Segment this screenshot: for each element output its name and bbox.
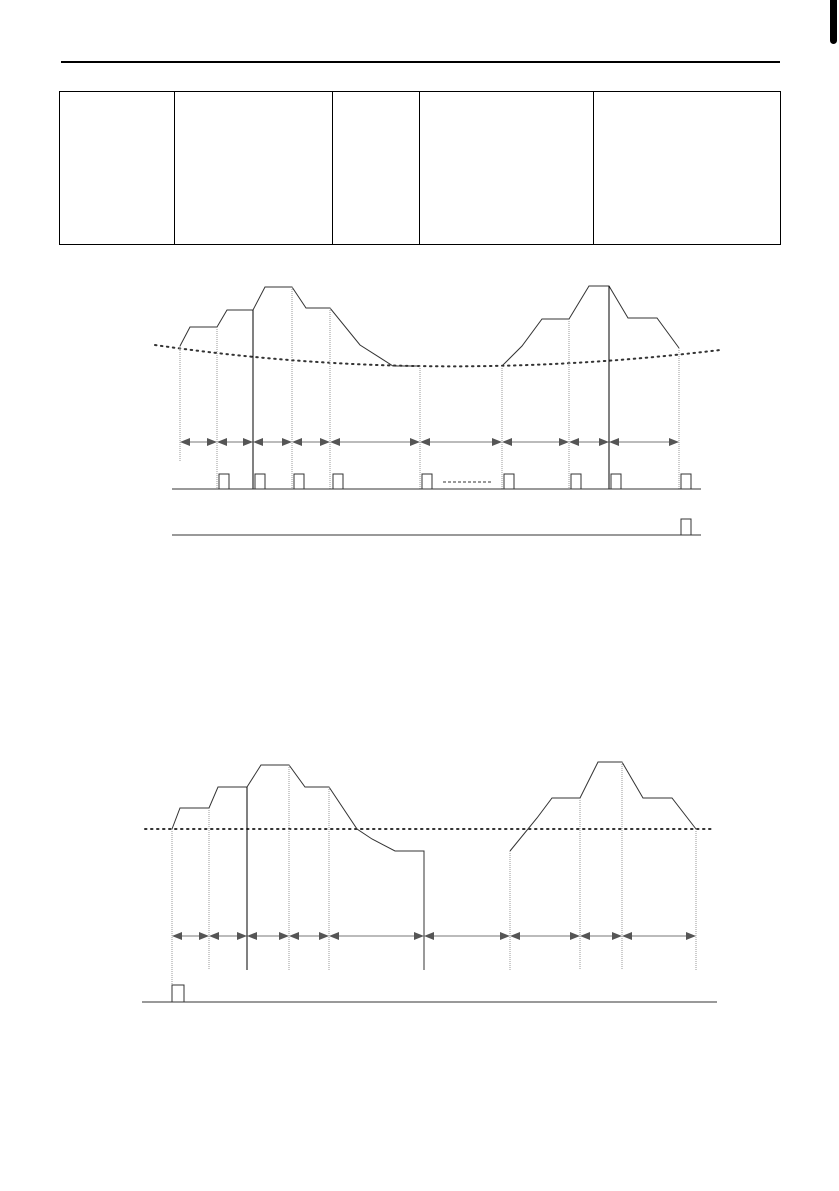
stage-pulse <box>611 474 621 489</box>
stage-pulse <box>219 474 229 489</box>
zero-frequency-dotted-curve <box>155 345 720 366</box>
cycle-end-pulse <box>681 519 691 535</box>
diagram-cyclic <box>155 286 720 535</box>
stage-pulse <box>422 474 432 489</box>
frequency-profile-1 <box>180 287 420 366</box>
frequency-profile-2 <box>510 762 696 851</box>
stage-divider-lines <box>172 762 696 1000</box>
stage-divider-lines <box>180 286 679 489</box>
stage-pulse <box>255 474 265 489</box>
frequency-profile-2 <box>502 286 679 366</box>
stage-pulse <box>333 474 343 489</box>
stage-pulse <box>681 474 691 489</box>
stage-pulse <box>294 474 304 489</box>
stage-pulse <box>571 474 581 489</box>
frequency-profile-1 <box>172 765 424 970</box>
stage-pulse <box>504 474 514 489</box>
start-pulse <box>172 985 184 1002</box>
diagram-single-run <box>142 762 717 1002</box>
